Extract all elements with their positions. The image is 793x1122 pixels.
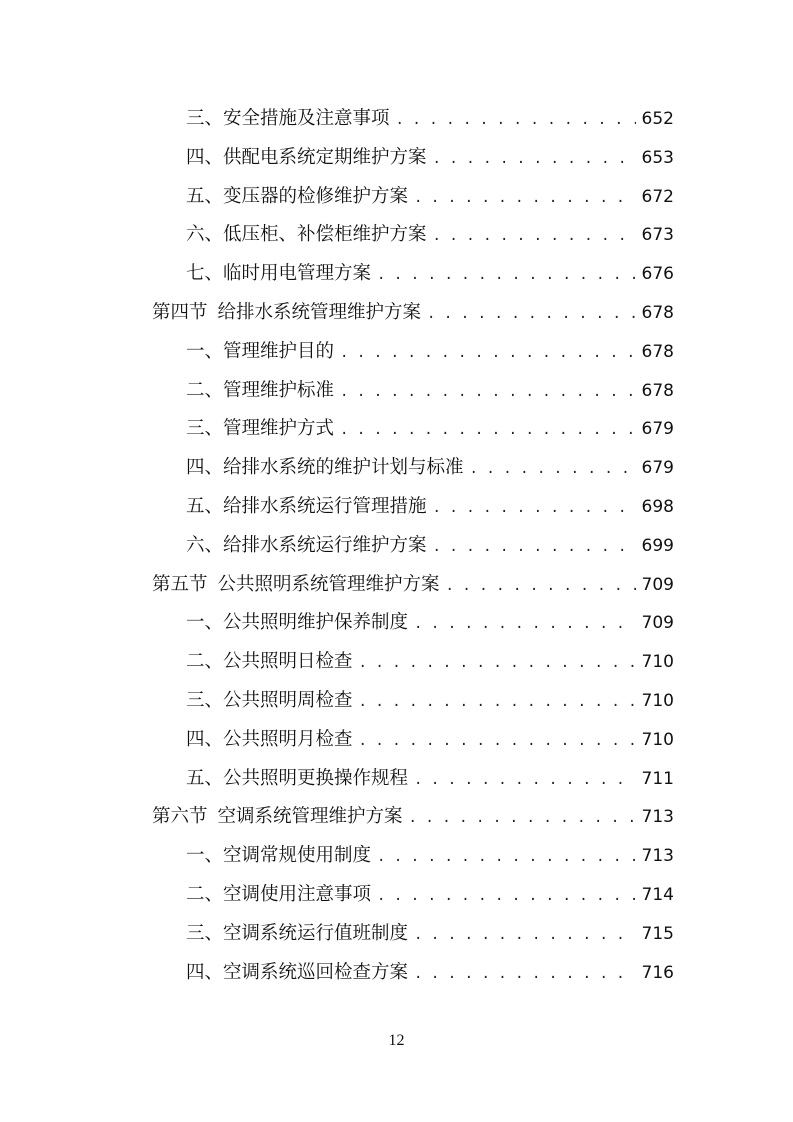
- toc-subsection-entry[interactable]: [152, 449, 674, 488]
- dot-leader: [340, 334, 636, 373]
- toc-subsection-entry[interactable]: [152, 682, 674, 721]
- toc-page-number: 676: [641, 264, 674, 285]
- toc-subsection-entry[interactable]: [152, 139, 674, 178]
- toc-entry-title: [186, 488, 427, 527]
- toc-entry-title: [186, 721, 353, 760]
- toc-subsection-entry[interactable]: [152, 876, 674, 915]
- toc-title-text: 五、变压器的检修维护方案: [186, 185, 409, 207]
- toc-page-number: 710: [641, 652, 674, 673]
- toc-subsection-entry[interactable]: [152, 527, 674, 566]
- page-number: 12: [388, 1032, 405, 1049]
- dot-leader: [396, 101, 636, 140]
- toc-entry-title: [152, 798, 403, 837]
- toc-title-text: 一、空调常规使用制度: [186, 845, 372, 867]
- dot-leader: [470, 450, 636, 489]
- toc-subsection-entry[interactable]: [152, 721, 674, 760]
- toc-entry-title: [186, 643, 353, 682]
- toc-entry-title: [186, 760, 408, 799]
- toc-title-text: 五、公共照明更换操作规程: [186, 767, 409, 789]
- toc-subsection-entry[interactable]: [152, 372, 674, 411]
- toc-title-text: 六、低压柜、补偿柜维护方案: [186, 224, 427, 246]
- toc-page-number: 711: [641, 768, 674, 789]
- toc-page-number: 698: [641, 496, 674, 517]
- toc-page-number: 673: [641, 225, 674, 246]
- dot-leader: [359, 683, 636, 722]
- toc-title-text: 二、管理维护标准: [186, 379, 335, 401]
- toc-title-text: 五、给排水系统运行管理措施: [186, 495, 427, 517]
- toc-title-text: 公共照明系统管理维护方案: [217, 573, 440, 595]
- toc-page-number: 709: [641, 574, 674, 595]
- toc-page-number: 710: [641, 729, 674, 750]
- dot-leader: [414, 605, 636, 644]
- dot-leader: [377, 256, 636, 295]
- toc-section-entry[interactable]: [152, 798, 674, 837]
- dot-leader: [414, 955, 636, 994]
- toc-title-text: 一、管理维护目的: [186, 340, 335, 362]
- toc-entry-title: [186, 876, 371, 915]
- toc-entry-title: [186, 604, 408, 643]
- toc-page-number: 713: [641, 807, 674, 828]
- toc-entry-title: [186, 372, 334, 411]
- toc-title-text: 四、供配电系统定期维护方案: [186, 146, 427, 168]
- toc-entry-title: [186, 100, 390, 139]
- toc-subsection-entry[interactable]: [152, 100, 674, 139]
- toc-title-text: 空调系统管理维护方案: [217, 806, 403, 828]
- toc-page-number: 652: [641, 109, 674, 129]
- table-of-contents: [152, 100, 674, 992]
- dot-leader: [340, 373, 636, 412]
- toc-page-number: 716: [641, 962, 674, 983]
- toc-title-text: 四、空调系统巡回检查方案: [186, 961, 409, 983]
- toc-entry-title: [186, 915, 408, 954]
- dot-leader: [433, 528, 636, 567]
- toc-title-text: 一、公共照明维护保养制度: [186, 612, 409, 634]
- toc-entry-title: [186, 255, 371, 294]
- dot-leader: [377, 838, 636, 877]
- toc-subsection-entry[interactable]: [152, 410, 674, 449]
- toc-title-text: 三、空调系统运行值班制度: [186, 922, 409, 944]
- toc-section-entry[interactable]: [152, 566, 674, 605]
- toc-title-text: 给排水系统管理维护方案: [217, 301, 422, 323]
- toc-subsection-entry[interactable]: [152, 954, 674, 993]
- toc-page-number: 679: [641, 419, 674, 440]
- toc-page-number: 715: [641, 923, 674, 944]
- toc-subsection-entry[interactable]: [152, 216, 674, 255]
- toc-title-text: 六、给排水系统运行维护方案: [186, 534, 427, 556]
- toc-subsection-entry[interactable]: [152, 255, 674, 294]
- toc-page-number: 678: [641, 302, 674, 323]
- toc-entry-title: [186, 410, 334, 449]
- toc-section-entry[interactable]: [152, 294, 674, 333]
- dot-leader: [414, 916, 636, 955]
- toc-page-number: 709: [641, 613, 674, 634]
- dot-leader: [414, 761, 636, 800]
- toc-page-number: 713: [641, 846, 674, 867]
- toc-entry-title: [186, 837, 371, 876]
- toc-title-text: 七、临时用电管理方案: [186, 263, 372, 285]
- dot-leader: [359, 722, 636, 761]
- toc-page-number: 678: [641, 341, 674, 362]
- toc-subsection-entry[interactable]: [152, 178, 674, 217]
- toc-page-number: 699: [641, 535, 674, 556]
- toc-entry-title: [186, 139, 427, 178]
- toc-subsection-entry[interactable]: [152, 333, 674, 372]
- toc-page-number: 710: [641, 690, 674, 711]
- toc-entry-title: [186, 178, 408, 217]
- dot-leader: [359, 644, 636, 683]
- toc-subsection-entry[interactable]: [152, 760, 674, 799]
- toc-page-number: 672: [641, 186, 674, 207]
- dot-leader: [427, 295, 636, 334]
- toc-subsection-entry[interactable]: [152, 837, 674, 876]
- toc-entry-title: [186, 449, 464, 488]
- dot-leader: [414, 179, 636, 218]
- toc-entry-title: [152, 294, 421, 333]
- toc-title-text: 二、空调使用注意事项: [186, 883, 372, 905]
- dot-leader: [340, 411, 636, 450]
- toc-entry-title: [152, 566, 440, 605]
- toc-title-text: 四、给排水系统的维护计划与标准: [186, 457, 464, 479]
- toc-subsection-entry[interactable]: [152, 488, 674, 527]
- dot-leader: [433, 217, 636, 256]
- dot-leader: [433, 489, 636, 528]
- toc-title-text: 三、安全措施及注意事项: [186, 108, 390, 129]
- toc-entry-title: [186, 527, 427, 566]
- toc-section-label: 第五节: [152, 573, 208, 595]
- toc-title-text: 四、公共照明月检查: [186, 728, 353, 750]
- toc-subsection-entry[interactable]: [152, 643, 674, 682]
- toc-page-number: 678: [641, 380, 674, 401]
- toc-entry-title: [186, 954, 408, 993]
- toc-page-number: 679: [641, 458, 674, 479]
- toc-entry-title: [186, 682, 353, 721]
- toc-page-number: 653: [641, 147, 674, 168]
- toc-subsection-entry[interactable]: [152, 604, 674, 643]
- dot-leader: [433, 140, 636, 179]
- toc-page-number: 714: [641, 884, 674, 905]
- toc-title-text: 三、管理维护方式: [186, 418, 335, 440]
- dot-leader: [446, 567, 636, 606]
- toc-title-text: 二、公共照明日检查: [186, 651, 353, 673]
- dot-leader: [377, 877, 636, 916]
- dot-leader: [409, 799, 636, 838]
- toc-title-text: 三、公共照明周检查: [186, 689, 353, 711]
- toc-section-label: 第六节: [152, 806, 208, 828]
- toc-subsection-entry[interactable]: [152, 915, 674, 954]
- toc-entry-title: [186, 216, 427, 255]
- toc-section-label: 第四节: [152, 301, 208, 323]
- toc-entry-title: [186, 333, 334, 372]
